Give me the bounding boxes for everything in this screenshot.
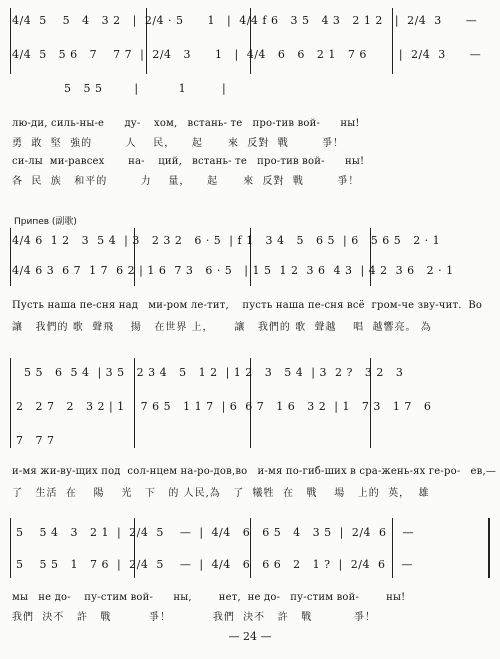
left-barline: [10, 358, 11, 448]
lyrics-ru-line: лю-ди, силь-ны-е ду- хом, встань- те про-тив вой- ны!: [12, 118, 360, 129]
lyrics-ru-line: мы не до- пу-стим вой- ны, нет, не до- пу-стим вой- ны!: [12, 592, 406, 603]
page-number: — 24 —: [228, 630, 272, 643]
notes-line: 4/4 6 3 6 7 1 7 6 2 | 1 6 7 3 6 · 5 | 1 5 1 2 3 6 4 3 | 4 2 3 6 2 · 1: [12, 264, 454, 277]
lyrics-cn-line: 我們 決不 許 戰 爭！ 我們 決不 許 戰 爭！: [12, 612, 377, 623]
notes-line: 5 5 5 | 1 |: [12, 82, 227, 95]
left-barline: [10, 518, 11, 578]
lyrics-ru-line: си-лы ми-равсех на- ций, встань- те про-тив вой- ны!: [12, 156, 365, 167]
notes-line: 4/4 5 5 6 7 7 7 | 2/4 3 1 | 4/4 6 6 2 1 7 6 | 2/4 3 —: [12, 48, 482, 61]
lyrics-cn-line: 勇 敢 堅 強的 人 民， 起 來 反對 戰 爭！: [12, 138, 345, 149]
notes-line: 7 7 7: [12, 434, 55, 447]
refrain-label: Припев (副歌): [14, 217, 77, 227]
lyrics-ru-line: и-мя жи-ву-щих под сол-нцем на-ро-дов,во и-мя по-гиб-ших в сра-жень-ях ге-ро- ев,—: [12, 466, 497, 477]
notes-line: 5 5 5 1 7 6 | 2/4 5 — | 4/4 6 6 6 2 1 ? | 2/4 6 —: [12, 558, 413, 571]
final-barline: [488, 518, 490, 578]
notes-line: 4/4 6 1 2 3 5 4 | 3 2 3 2 6 · 5 | f 1 3 4 5 6 5 | 6 5 6 5 2 · 1: [12, 234, 441, 247]
left-barline: [10, 8, 11, 74]
notes-line: 5 5 6 5 4 | 3 5 2 3 4 5 1 2 | 1 2 3 5 4 | 3 2 ? 3 2 3: [12, 366, 404, 379]
lyrics-cn-line: 了 生活 在 陽 光 下 的 人民,為 了 犧牲 在 戰 場 上的 英， 雄: [12, 488, 430, 499]
notes-line: 4/4 5 5 4 3 2 | 2/4 · 5 1 | 4/4 f 6 3 5 4 3 2 1 2 | 2/4 3 —: [12, 14, 478, 27]
notes-line: 2 2 7 2 3 2 | 1 7 6 5 1 1 7 | 6 6 7 1 6 3 2 | 1 7 3 1 7 6: [12, 400, 432, 413]
left-barline: [10, 228, 11, 286]
lyrics-cn-line: 各 民 族 和平的 力 量， 起 來 反對 戰 爭！: [12, 176, 360, 187]
lyrics-cn-line: 讓 我們的 歌 聲飛 揚 在世界 上， 讓 我們的 歌 聲越 唱 越響亮。 為: [12, 322, 432, 333]
notes-line: 5 5 4 3 2 1 | 2/4 5 — | 4/4 6 6 5 4 3 5 | 2/4 6 —: [12, 526, 415, 539]
lyrics-ru-line: Пусть наша пе-сня над ми-ром ле-тит, пусть наша пе-сня всё гром-че зву-чит. Во: [12, 300, 483, 311]
